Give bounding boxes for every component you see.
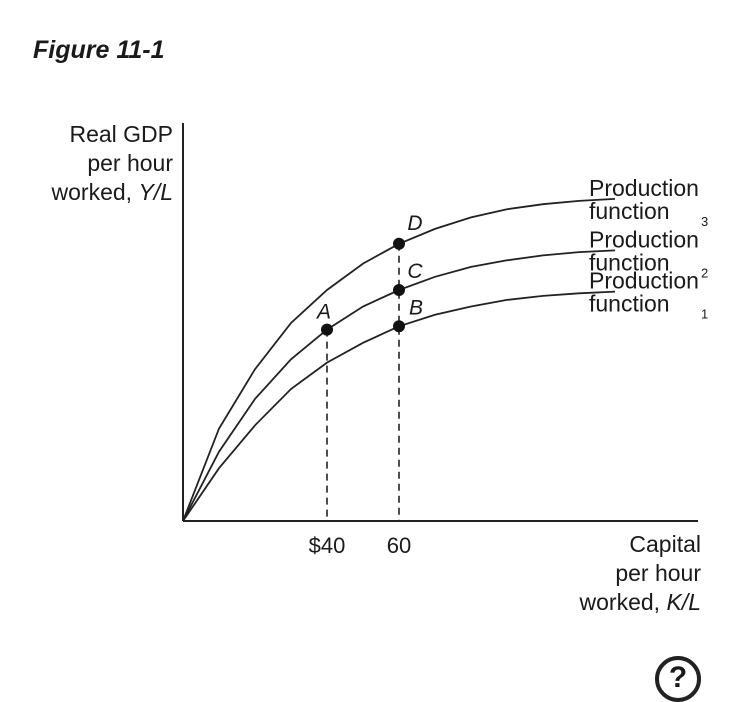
point-c-label: C (407, 260, 423, 283)
x-tick-label-60: 60 (386, 533, 412, 558)
y-axis-label-line-1: Real GDP (69, 121, 173, 147)
point-d-label: D (407, 211, 423, 235)
chart-labels (309, 175, 709, 558)
x-tick-label-40: $40 (308, 533, 346, 558)
point-b-marker (393, 320, 405, 332)
point-a-label: A (316, 300, 332, 324)
production-function-1-label-line-2: function (589, 290, 670, 317)
production-function-3-subscript: 3 (701, 213, 709, 229)
figure-title: Figure 11-1 (33, 36, 165, 64)
point-markers (321, 238, 405, 336)
production-function-3-label-line-2: function (589, 197, 670, 224)
x-axis-label-line-2: per hour (615, 560, 701, 586)
x-axis-label-line-1: Capital (629, 531, 701, 557)
production-function-1-label: Production (589, 267, 699, 294)
help-icon[interactable]: ? (655, 656, 701, 702)
y-axis-label-line-2: per hour (87, 150, 173, 176)
point-d-marker (393, 238, 405, 250)
production-function-2-label-line-2: function (589, 249, 670, 276)
y-axis-label-prefix: worked, (51, 179, 139, 205)
point-b-label: B (408, 296, 424, 320)
point-a-marker (321, 324, 333, 336)
production-function-2-subscript: 2 (701, 265, 709, 281)
x-axis-label-prefix: worked, (579, 589, 667, 615)
production-function-1-subscript: 1 (701, 306, 709, 322)
point-c-marker (393, 284, 405, 296)
production-function-3-label: Production (589, 174, 699, 201)
x-axis-variable: K/L (666, 589, 701, 615)
guide-lines (327, 244, 399, 521)
y-axis-variable: Y/L (138, 179, 173, 205)
production-function-2-label: Production (589, 226, 699, 253)
